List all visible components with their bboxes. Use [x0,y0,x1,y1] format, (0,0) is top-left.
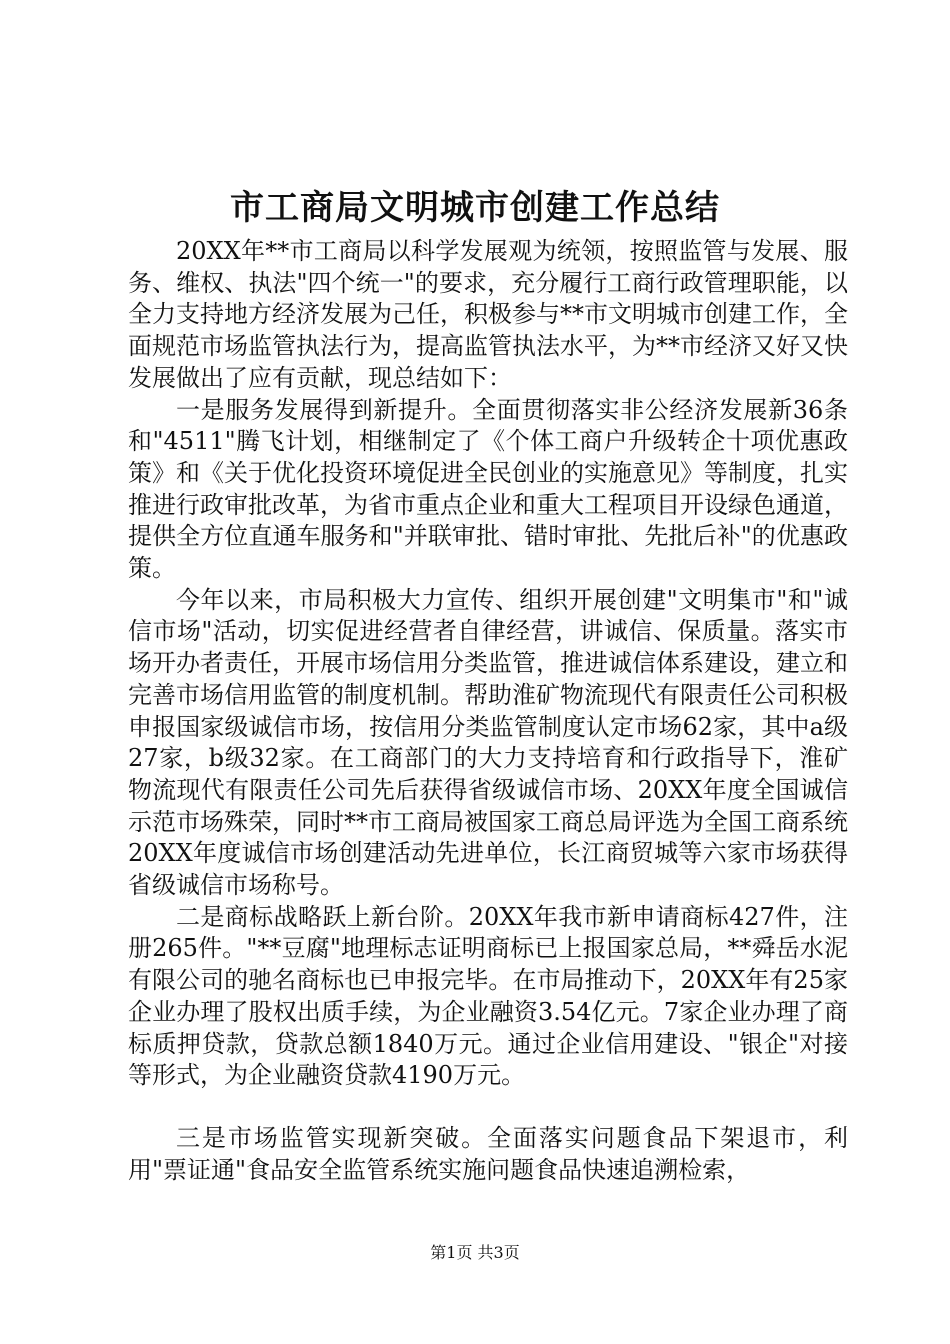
document-body [128,236,848,1186]
paragraph-service-development: 一是服务发展得到新提升。全面贯彻落实非公经济发展新36条和"4511"腾飞计划，相继制定了《个体工商户升级转企十项优惠政策》和《关于优化投资环境促进全民创业的实施意见》等制度，扎实推进行政审批改革，为省市重点企业和重大工程项目开设绿色通道，提供全方位直通车服务和"并联审批、错时审批、先批后补"的优惠政策。 [128,395,848,583]
paragraph-intro: 20XX年**市工商局以科学发展观为统领，按照监管与发展、服务、维权、执法"四个统一"的要求，充分履行工商行政管理职能，以全力支持地方经济发展为己任，积极参与**市文明城市创建工作，全面规范市场监管执法行为，提高监管执法水平，为**市经济又好又快发展做出了应有贡献，现总结如下： [128,237,848,392]
page-footer: 第1页 共3页 [430,1243,520,1262]
paragraph-integrity-market: 今年以来，市局积极大力宣传、组织开展创建"文明集市"和"诚信市场"活动，切实促进经营者自律经营，讲诚信、保质量。落实市场开办者责任，开展市场信用分类监管，推进诚信体系建设，建立和完善市场信用监管的制度机制。帮助淮矿物流现代有限责任公司积极申报国家级诚信市场，按信用分类监管制度认定市场62家，其中a级27家，b级32家。在工商部门的大力支持培育和行政指导下，淮矿物流现代有限责任公司先后获得省级诚信市场、20XX年度全国诚信示范市场殊荣，同时**市工商局被国家工商总局评选为全国工商系统20XX年度诚信市场创建活动先进单位，长江商贸城等六家市场获得省级诚信市场称号。 [128,585,848,900]
paragraph-market-supervision: 三是市场监管实现新突破。全面落实问题食品下架退市，利用"票证通"食品安全监管系统实施问题食品快速追溯检索， [128,1123,848,1184]
paragraph-trademark-strategy: 二是商标战略跃上新台阶。20XX年我市新申请商标427件，注册265件。"**豆腐"地理标志证明商标已上报国家总局，**舜岳水泥有限公司的驰名商标也已申报完毕。在市局推动下，20XX年有25家企业办理了股权出质手续，为企业融资3.54亿元。7家企业办理了商标质押贷款，贷款总额1840万元。通过企业信用建设、"银企"对接等形式，为企业融资贷款4190万元。 [128,902,848,1090]
document-title: 市工商局文明城市创建工作总结 [230,188,720,228]
